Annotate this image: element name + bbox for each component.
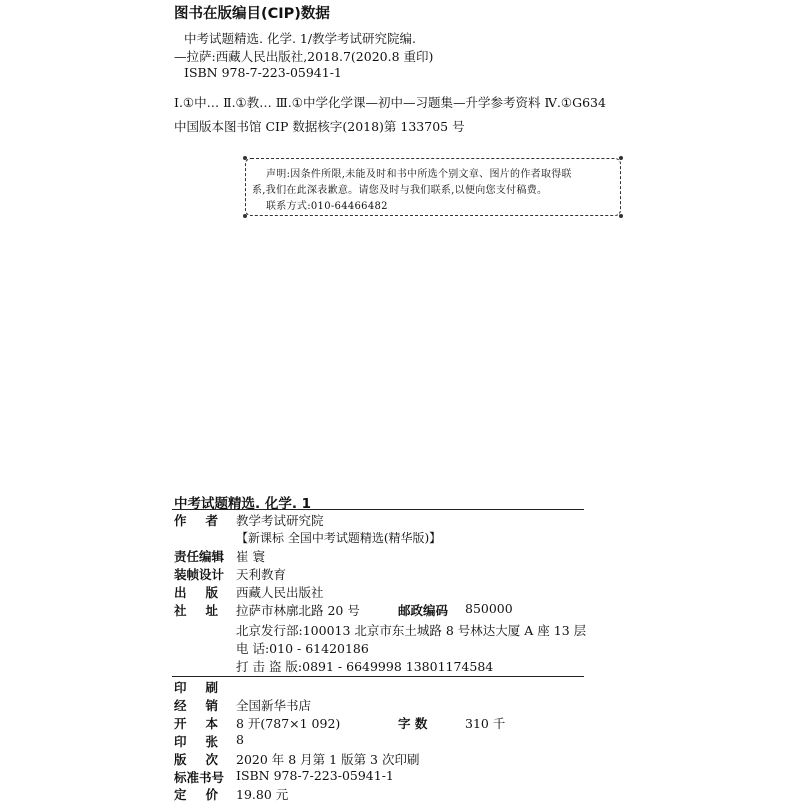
series-value: 【新课标 全国中考试题精选(精华版)】 <box>236 531 442 545</box>
postcode-label: 邮政编码 <box>398 603 449 618</box>
cip-classification-line: Ⅰ.①中… Ⅱ.①教… Ⅲ.①中学化学课—初中—习题集—升学参考资料 Ⅳ.①G634 <box>174 95 606 110</box>
notice-line-2: 系,我们在此深表歉意。请您及时与我们联系,以便向您支付稿费。 <box>252 185 548 196</box>
postcode-value: 850000 <box>465 601 513 616</box>
notice-line-1: 声明:因条件所限,未能及时和书中所选个别文章、图片的作者取得联 <box>266 169 572 180</box>
format-label: 开 本 <box>174 716 218 731</box>
cip-publisher-line: —拉萨:西藏人民出版社,2018.7(2020.8 重印) <box>174 49 434 64</box>
price-label: 定 价 <box>174 787 218 802</box>
publisher-value: 西藏人民出版社 <box>236 585 324 600</box>
format-value: 8 开(787×1 092) <box>236 716 341 731</box>
edition-value: 2020 年 8 月第 1 版第 3 次印刷 <box>236 752 420 767</box>
cip-number-line: 中国版本图书馆 CIP 数据核字(2018)第 133705 号 <box>174 119 465 134</box>
design-label: 装帧设计 <box>174 567 225 582</box>
price-value: 19.80 元 <box>236 787 289 802</box>
cip-heading: 图书在版编目(CIP)数据 <box>174 6 330 22</box>
cip-isbn-line: ISBN 978-7-223-05941-1 <box>184 65 342 80</box>
edition-label: 版 次 <box>174 752 218 767</box>
design-value: 天利教育 <box>236 567 287 582</box>
notice-box <box>245 158 621 216</box>
author-label: 作 者 <box>174 513 218 528</box>
corner-dot-icon <box>619 156 623 160</box>
cip-title-line: 中考试题精选. 化学. 1/教学考试研究院编. <box>184 31 417 46</box>
isbn-value: ISBN 978-7-223-05941-1 <box>236 768 394 783</box>
words-label: 字 数 <box>398 716 428 731</box>
corner-dot-icon <box>243 214 247 218</box>
words-value: 310 千 <box>465 716 506 731</box>
distributor-label: 经 销 <box>174 698 218 713</box>
author-value: 教学考试研究院 <box>236 513 324 528</box>
editor-label: 责任编辑 <box>174 549 225 564</box>
anti-piracy-value: 打 击 盗 版:0891 - 6649998 13801174584 <box>236 659 494 674</box>
middle-rule <box>172 676 584 677</box>
phone-value: 电 话:010 - 61420186 <box>236 641 369 656</box>
printer-label: 印 刷 <box>174 680 218 695</box>
corner-dot-icon <box>619 214 623 218</box>
corner-dot-icon <box>243 156 247 160</box>
beijing-dept-value: 北京发行部:100013 北京市东土城路 8 号林达大厦 A 座 13 层 <box>236 623 587 638</box>
top-rule <box>172 509 584 510</box>
distributor-value: 全国新华书店 <box>236 698 312 713</box>
address-label: 社 址 <box>174 603 218 618</box>
publisher-label: 出 版 <box>174 585 218 600</box>
editor-value: 崔 寰 <box>236 549 265 564</box>
notice-contact: 联系方式:010-64466482 <box>266 201 388 212</box>
isbn-label: 标准书号 <box>174 770 225 785</box>
address-value: 拉萨市林廓北路 20 号 <box>236 603 360 618</box>
sheets-label: 印 张 <box>174 734 218 749</box>
sheets-value: 8 <box>236 732 244 747</box>
copyright-book-title: 中考试题精选. 化学. 1 <box>174 496 312 512</box>
